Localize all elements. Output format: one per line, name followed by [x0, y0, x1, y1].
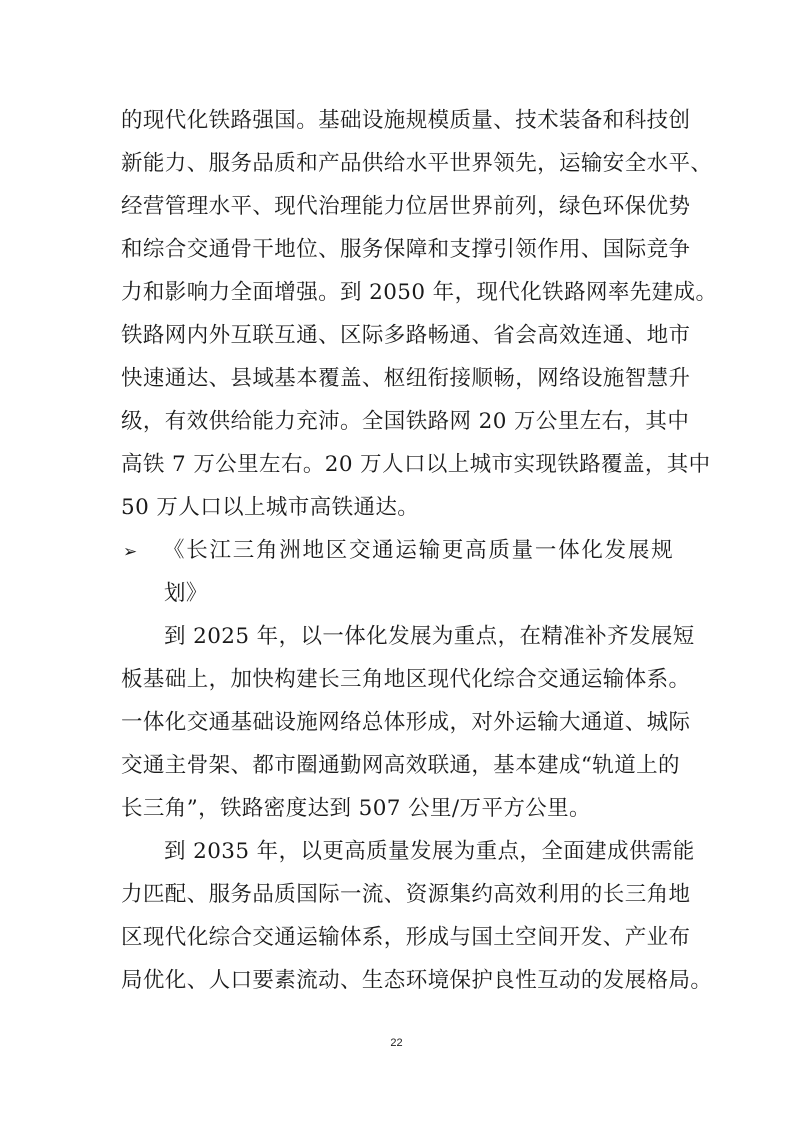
text-line: 新能力、服务品质和产品供给水平世界领先，运输安全水平、: [121, 151, 713, 176]
page-number: 22: [390, 1037, 403, 1049]
text-line: 经营管理水平、现代治理能力位居世界前列，绿色环保优势: [121, 194, 691, 219]
text-line: 板基础上，加快构建长三角地区现代化综合交通运输体系。: [121, 667, 691, 692]
arrow-bullet-icon: ➢: [123, 542, 138, 562]
text-line: 50 万人口以上城市高铁通达。: [121, 495, 420, 520]
text-line: 一体化交通基础设施网络总体形成，对外运输大通道、城际: [121, 710, 691, 735]
heading-text-continuation: 划》: [164, 581, 208, 606]
text-line: 到 2025 年，以一体化发展为重点，在精准补齐发展短: [164, 624, 695, 649]
text-line: 和综合交通骨干地位、服务保障和支撑引领作用、国际竞争: [121, 237, 691, 262]
text-line: 快速通达、县域基本覆盖、枢纽衔接顺畅，网络设施智慧升: [121, 366, 691, 391]
bullet-line: [123, 537, 677, 566]
text-line: 到 2035 年，以更高质量发展为重点，全面建成供需能: [164, 839, 695, 864]
text-line: 长三角”，铁路密度达到 507 公里/万平方公里。: [121, 796, 591, 821]
text-line: 高铁 7 万公里左右。20 万人口以上城市实现铁路覆盖，其中: [121, 452, 711, 477]
text-line: 局优化、人口要素流动、生态环境保护良性互动的发展格局。: [121, 968, 713, 993]
text-line: 力和影响力全面增强。到 2050 年，现代化铁路网率先建成。: [121, 280, 718, 305]
heading-text: 《长江三角洲地区交通运输更高质量一体化发展规: [163, 538, 673, 563]
text-line: 铁路网内外互联互通、区际多路畅通、省会高效连通、地市: [121, 323, 691, 348]
text-line: 交通主骨架、都市圈通勤网高效联通，基本建成“轨道上的: [121, 753, 680, 778]
text-line: 的现代化铁路强国。基础设施规模质量、技术装备和科技创: [121, 108, 691, 133]
text-line: 级，有效供给能力充沛。全国铁路网 20 万公里左右，其中: [121, 409, 690, 434]
text-line: 区现代化综合交通运输体系，形成与国土空间开发、产业布: [121, 925, 691, 950]
text-line: 力匹配、服务品质国际一流、资源集约高效利用的长三角地: [121, 882, 691, 907]
